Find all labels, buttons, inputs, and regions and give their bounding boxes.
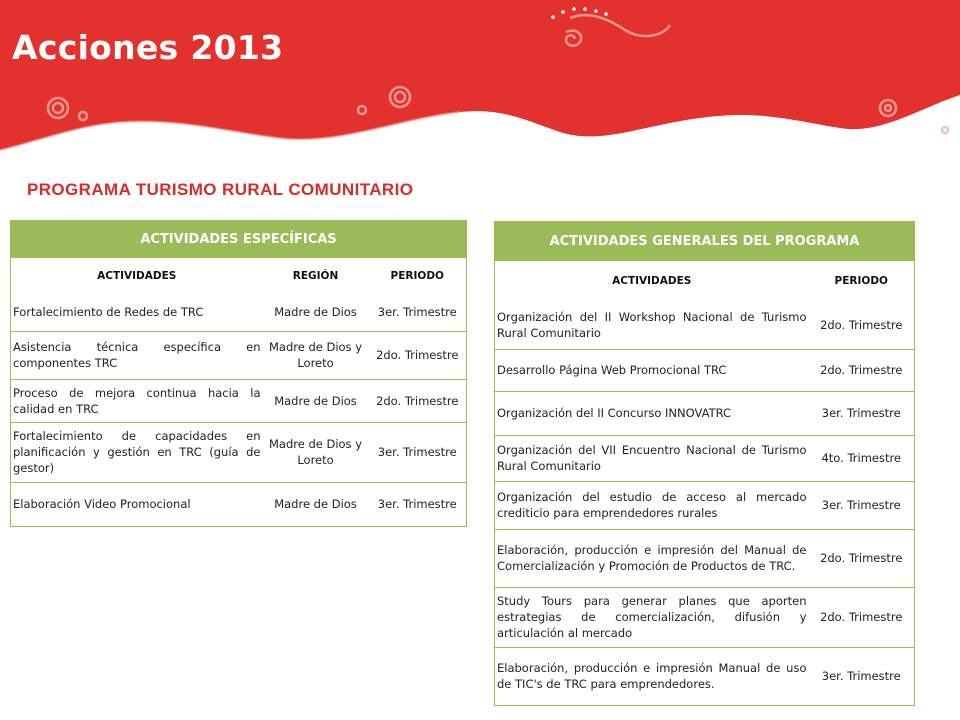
period-cell: 3er. Trimestre: [809, 481, 915, 529]
activity-cell: Elaboración Video Promocional: [11, 482, 263, 526]
region-cell: Madre de Dios: [263, 294, 369, 331]
table-row: [11, 422, 467, 482]
column-header-periodo: PERIODO: [834, 275, 888, 287]
table-row: [495, 349, 915, 391]
activity-cell: Organización del II Concurso INNOVATRC: [495, 391, 809, 435]
column-header-region: REGIÓN: [292, 270, 339, 282]
table-row: [11, 331, 467, 379]
table-row: [495, 529, 915, 587]
table-row: [11, 482, 467, 526]
activity-cell: Asistencia técnica específica en componentes TRC: [11, 331, 263, 379]
table-row: [11, 379, 467, 422]
program-title: PROGRAMA TURISMO RURAL COMUNITARIO: [27, 180, 414, 199]
region-cell: Madre de Dios: [263, 379, 369, 422]
period-cell: 2do. Trimestre: [809, 349, 915, 391]
period-cell: 3er. Trimestre: [809, 391, 915, 435]
period-cell: 2do. Trimestre: [809, 587, 915, 647]
period-cell: 2do. Trimestre: [809, 301, 915, 349]
period-cell: 2do. Trimestre: [809, 529, 915, 587]
activity-cell: Desarrollo Página Web Promocional TRC: [495, 349, 809, 391]
period-cell: 3er. Trimestre: [369, 422, 467, 482]
period-cell: 2do. Trimestre: [369, 379, 467, 422]
activity-cell: Organización del II Workshop Nacional de Turismo Rural Comunitario: [495, 301, 809, 349]
region-cell: Madre de Dios y Loreto: [263, 331, 369, 379]
column-header-periodo: PERIODO: [390, 270, 444, 282]
period-cell: 3er. Trimestre: [369, 482, 467, 526]
activity-cell: Organización del VII Encuentro Nacional de Turismo Rural Comunitario: [495, 435, 809, 481]
activity-cell: Organización del estudio de acceso al mercado crediticio para emprendedores rurales: [495, 481, 809, 529]
table-row: [495, 391, 915, 435]
slide-title: Acciones 2013: [12, 28, 284, 67]
period-cell: 3er. Trimestre: [809, 647, 915, 705]
general-activities-table: [494, 221, 915, 706]
table-title: ACTIVIDADES ESPECÍFICAS: [11, 220, 467, 258]
period-cell: 3er. Trimestre: [369, 294, 467, 331]
table-title: ACTIVIDADES GENERALES DEL PROGRAMA: [495, 221, 915, 261]
activity-cell: Study Tours para generar planes que aporten estrategias de comercialización, difusión y articulación al mercado: [495, 587, 809, 647]
activity-cell: Elaboración, producción e impresión Manual de uso de TIC's de TRC para emprendedores.: [495, 647, 809, 705]
table-row: [495, 301, 915, 349]
table-row: [495, 481, 915, 529]
region-cell: Madre de Dios y Loreto: [263, 422, 369, 482]
period-cell: 4to. Trimestre: [809, 435, 915, 481]
specific-activities-table: [10, 220, 467, 527]
period-cell: 2do. Trimestre: [369, 331, 467, 379]
region-cell: Madre de Dios: [263, 482, 369, 526]
activity-cell: Fortalecimiento de Redes de TRC: [11, 294, 263, 331]
table-row: [495, 587, 915, 647]
table-row: [495, 647, 915, 705]
header-wave-graphic: [0, 0, 960, 160]
column-header-actividades: ACTIVIDADES: [612, 275, 692, 287]
table-row: [495, 435, 915, 481]
column-header-actividades: ACTIVIDADES: [97, 270, 177, 282]
activity-cell: Fortalecimiento de capacidades en planificación y gestión en TRC (guía de gestor): [11, 422, 263, 482]
header-banner: [0, 0, 960, 160]
table-row: [11, 294, 467, 331]
activity-cell: Elaboración, producción e impresión del Manual de Comercialización y Promoción de Productos de TRC.: [495, 529, 809, 587]
activity-cell: Proceso de mejora continua hacia la calidad en TRC: [11, 379, 263, 422]
